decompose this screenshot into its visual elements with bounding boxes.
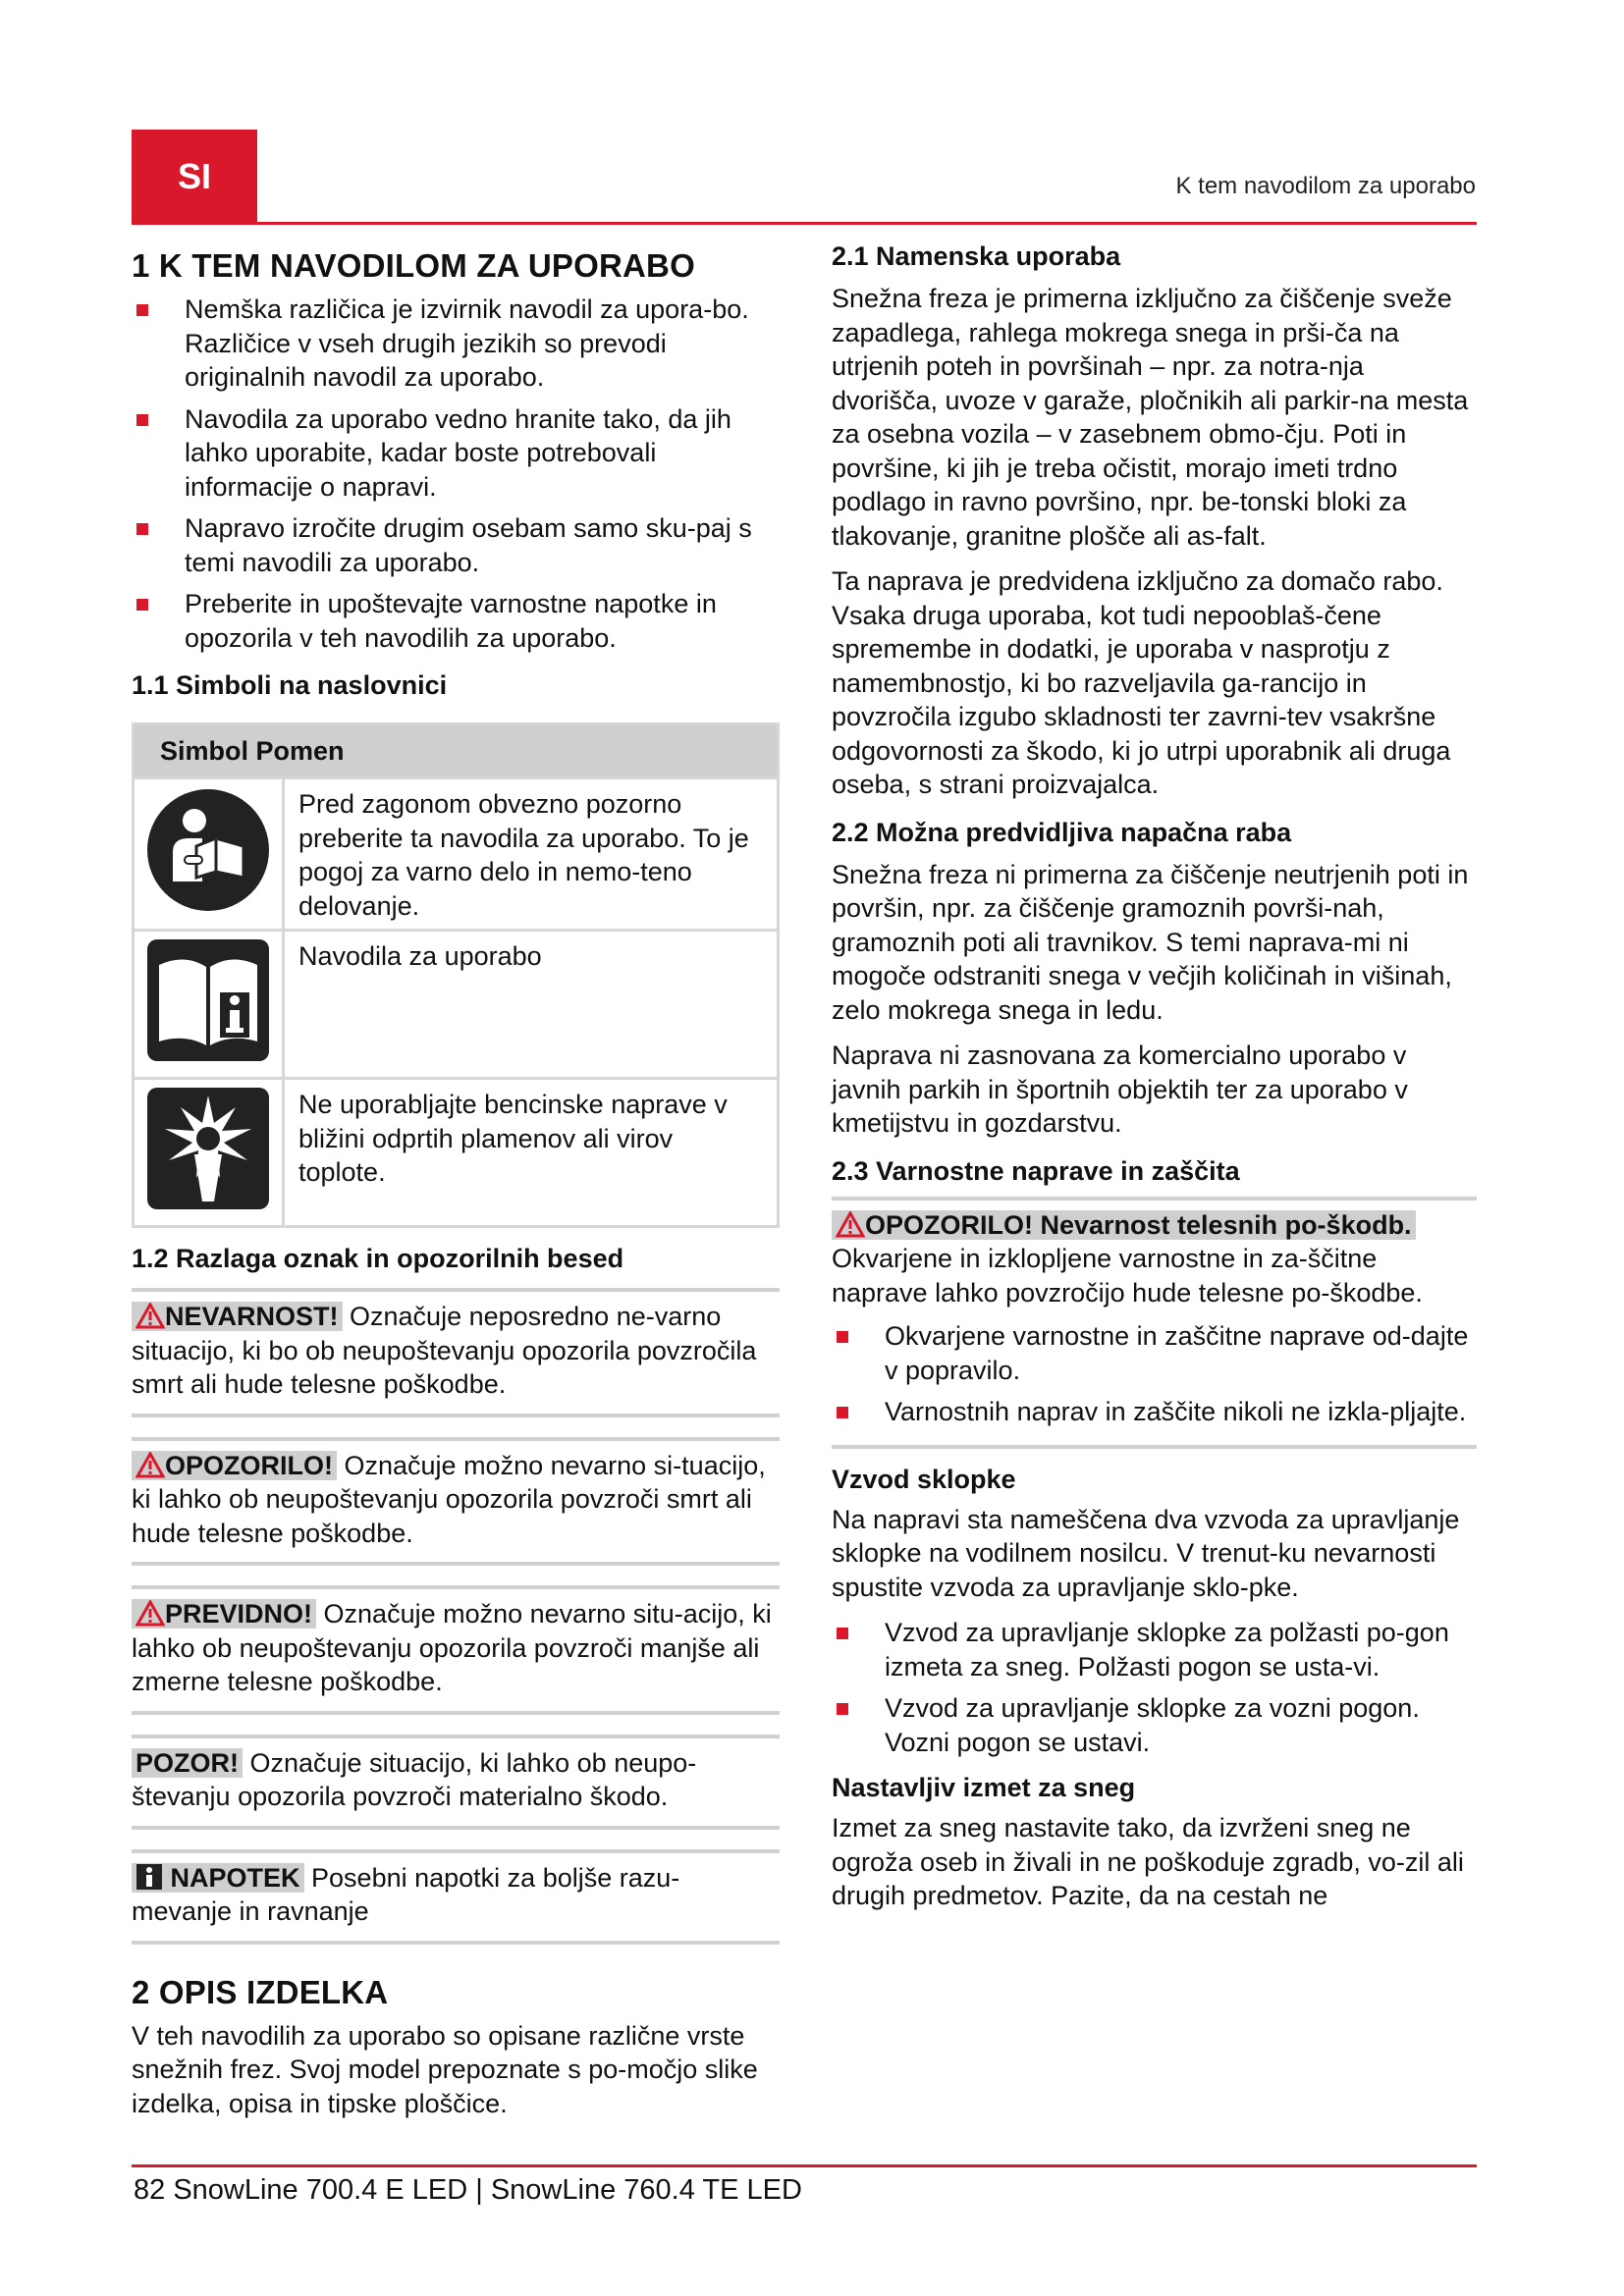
list-item: Napravo izročite drugim osebam samo sku-paj s temi navodili za uporabo. <box>132 511 780 579</box>
table-row <box>134 778 779 931</box>
table-header-row <box>134 724 779 778</box>
intended-use-paragraph: Snežna freza je primerna izključno za čiščenje sveže zapadlega, rahlega mokrega snega in prši-ča na utrjenih poteh in površinah – npr. za notra-nja dvorišča, uvoze v garaže, pločnikih ali parkir-na mesta za osebna vozila – v zasebnem obmo-čju. Poti in površine, ki jih je treba očistit, morajo imeti trdno podlago in ravno površino, npr. be-tonski bloki za tlakovanje, granitne plošče ali as-falt. <box>832 284 1469 551</box>
signal-word-label: NEVARNOST! <box>132 1302 343 1331</box>
bullet-square-icon <box>136 523 148 535</box>
misuse-paragraph: Naprava ni zasnovana za komercialno uporabo v javnih parkih in športnih objektih ter za uporabo v kmetijstvu in gozdarstvu. <box>832 1041 1408 1138</box>
safety-warning: OPOZORILO! Nevarnost telesnih po-škodb. Okvarjene in izklopljene varnostne in za-ščitne naprave lahko povzročijo hude telesne po-škodbe. Okvarjene varnostne in zaščitne naprave od-dajte v popravilo. Varnostnih naprav in zaščite nikoli ne izkla-pljajte. <box>832 1197 1477 1449</box>
signal-word-label: POZOR! <box>132 1748 243 1778</box>
language-code: SI <box>177 155 211 196</box>
table-row <box>134 931 779 1079</box>
list-item: Varnostnih naprav in zaščite nikoli ne izkla-pljajte. <box>832 1395 1477 1429</box>
signal-note: NAPOTEK Posebni napotki za boljše razu-mevanje in ravnanje <box>132 1849 780 1945</box>
warning-triangle-icon <box>135 1600 165 1627</box>
bullet-square-icon <box>837 1331 848 1343</box>
list-item: Okvarjene varnostne in zaščitne naprave od-dajte v popravilo. <box>832 1319 1477 1387</box>
list-item: Vzvod za upravljanje sklopke za vozni pogon. Vozni pogon se ustavi. <box>832 1691 1477 1759</box>
manual-info-icon <box>145 937 271 1063</box>
signal-warning: OPOZORILO! Označuje možno nevarno si-tuacijo, ki lahko ob neupoštevanju opozorila povzroči smrt ali hude telesne poškodbe. <box>132 1437 780 1567</box>
left-column <box>132 236 780 2132</box>
bullet-square-icon <box>837 1628 848 1639</box>
footer-text: 82 SnowLine 700.4 E LED | SnowLine 760.4 TE LED <box>134 2174 802 2206</box>
section-1-1-heading: 1.1 Simboli na naslovnici <box>132 670 448 700</box>
read-manual-icon <box>145 787 271 913</box>
list-item: Preberite in upoštevajte varnostne napotke in opozorila v teh navodilih za uporabo. <box>132 587 780 655</box>
bullet-square-icon <box>837 1407 848 1418</box>
chute-heading: Nastavljiv izmet za sneg <box>832 1773 1136 1802</box>
language-tab <box>132 130 257 223</box>
intended-use-paragraph: Ta naprava je predvidena izključno za domačo rabo. Vsaka druga uporaba, kot tudi nepooblaš-čene spremembe in dodatki, je uporaba v nasprotju z namembnostjo, ki bo razveljavila ga-rancijo in povzročila izgubo skladnosti ter zavrni-tev vsakršne odgovornosti za škodo, ki jo utrpi uporabnik ali druga oseba, s strani proizvajalca. <box>832 566 1451 799</box>
symbols-table <box>132 722 780 1228</box>
signal-caution: PREVIDNO! Označuje možno nevarno situ-acijo, ki lahko ob neupoštevanju opozorila povzroči manjše ali zmerne telesne poškodbe. <box>132 1585 780 1715</box>
table-row <box>134 1079 779 1227</box>
list-item: Nemška različica je izvirnik navodil za upora-bo. Različice v vseh drugih jezikih so prevodi originalnih navodil za uporabo. <box>132 293 780 395</box>
meaning-cell: Navodila za uporabo <box>284 931 779 1079</box>
section-2-1-heading: 2.1 Namenska uporaba <box>832 241 1121 271</box>
footer-rule <box>132 2164 1477 2167</box>
signal-danger: NEVARNOST! Označuje neposredno ne-varno situacijo, ki bo ob neupoštevanju opozorila povzročila smrt ali hude telesne poškodbe. <box>132 1288 780 1417</box>
clutch-paragraph: Na napravi sta nameščena dva vzvoda za upravljanje sklopke na vodilnem nosilcu. V trenut-ku nevarnosti spustite vzvoda za upravljanje sklo-pke. <box>832 1504 1460 1602</box>
bullet-square-icon <box>837 1703 848 1715</box>
section-1-bullets <box>132 293 780 655</box>
list-item: Navodila za uporabo vedno hranite tako, da jih lahko uporabite, kadar boste potrebovali informacije o napravi. <box>132 402 780 505</box>
signal-word-label: OPOZORILO! Nevarnost telesnih po-škodb. <box>832 1210 1416 1240</box>
signal-word-label: OPOZORILO! <box>132 1451 337 1480</box>
meaning-cell: Ne uporabljajte bencinske naprave v bližini odprtih plamenov ali virov toplote. <box>284 1079 779 1227</box>
product-description: V teh navodilih za uporabo so opisane različne vrste snežnih frez. Svoj model prepoznate s po-močjo slike izdelka, opisa in tipske ploščice. <box>132 2020 758 2118</box>
info-icon <box>135 1863 163 1891</box>
symbol-cell <box>134 778 284 931</box>
clutch-bullets <box>832 1616 1477 1759</box>
warning-triangle-icon <box>135 1303 165 1329</box>
safety-bullets <box>832 1319 1477 1429</box>
flame-hazard-icon <box>145 1086 271 1211</box>
clutch-heading: Vzvod sklopke <box>832 1464 1016 1494</box>
section-2-heading: 2 OPIS IZDELKA <box>132 1973 389 2010</box>
bullet-square-icon <box>136 599 148 611</box>
symbol-cell <box>134 931 284 1079</box>
warning-triangle-icon <box>135 1452 165 1478</box>
warning-triangle-icon <box>836 1211 865 1238</box>
bullet-square-icon <box>136 414 148 426</box>
list-item: Vzvod za upravljanje sklopke za polžasti po-gon izmeta za sneg. Polžasti pogon se usta-vi. <box>832 1616 1477 1683</box>
section-1-2-heading: 1.2 Razlaga oznak in opozorilnih besed <box>132 1244 624 1273</box>
bullet-square-icon <box>136 304 148 316</box>
header-title: K tem navodilom za uporabo <box>1175 173 1476 199</box>
signal-attention: POZOR! Označuje situacijo, ki lahko ob neupo-števanju opozorila povzroči materialno škodo. <box>132 1735 780 1830</box>
table-header: Simbol Pomen <box>134 724 779 778</box>
header-rule <box>132 222 1477 225</box>
section-1-heading: 1 K TEM NAVODILOM ZA UPORABO <box>132 247 695 284</box>
signal-word-label: NAPOTEK <box>132 1863 304 1893</box>
signal-word-label: PREVIDNO! <box>132 1599 316 1629</box>
symbol-cell <box>134 1079 284 1227</box>
chute-paragraph: Izmet za sneg nastavite tako, da izvrženi sneg ne ogroža oseb in živali in ne poškoduje zgradb, vo-zil ali drugih predmetov. Pazite, da na cestah ne <box>832 1813 1464 1910</box>
section-2-2-heading: 2.2 Možna predvidljiva napačna raba <box>832 817 1292 847</box>
meaning-cell: Pred zagonom obvezno pozorno preberite ta navodila za uporabo. To je pogoj za varno delo in nemo-teno delovanje. <box>284 778 779 931</box>
section-2-3-heading: 2.3 Varnostne naprave in zaščita <box>832 1155 1240 1186</box>
right-column <box>832 236 1477 1925</box>
misuse-paragraph: Snežna freza ni primerna za čiščenje neutrjenih poti in površin, npr. za čiščenje gramoznih površi-nah, gramoznih poti ali travnikov. S temi naprava-mi ni mogoče odstraniti snega v večjih količinah in višinah, zelo mokrega snega in ledu. <box>832 859 1469 1025</box>
